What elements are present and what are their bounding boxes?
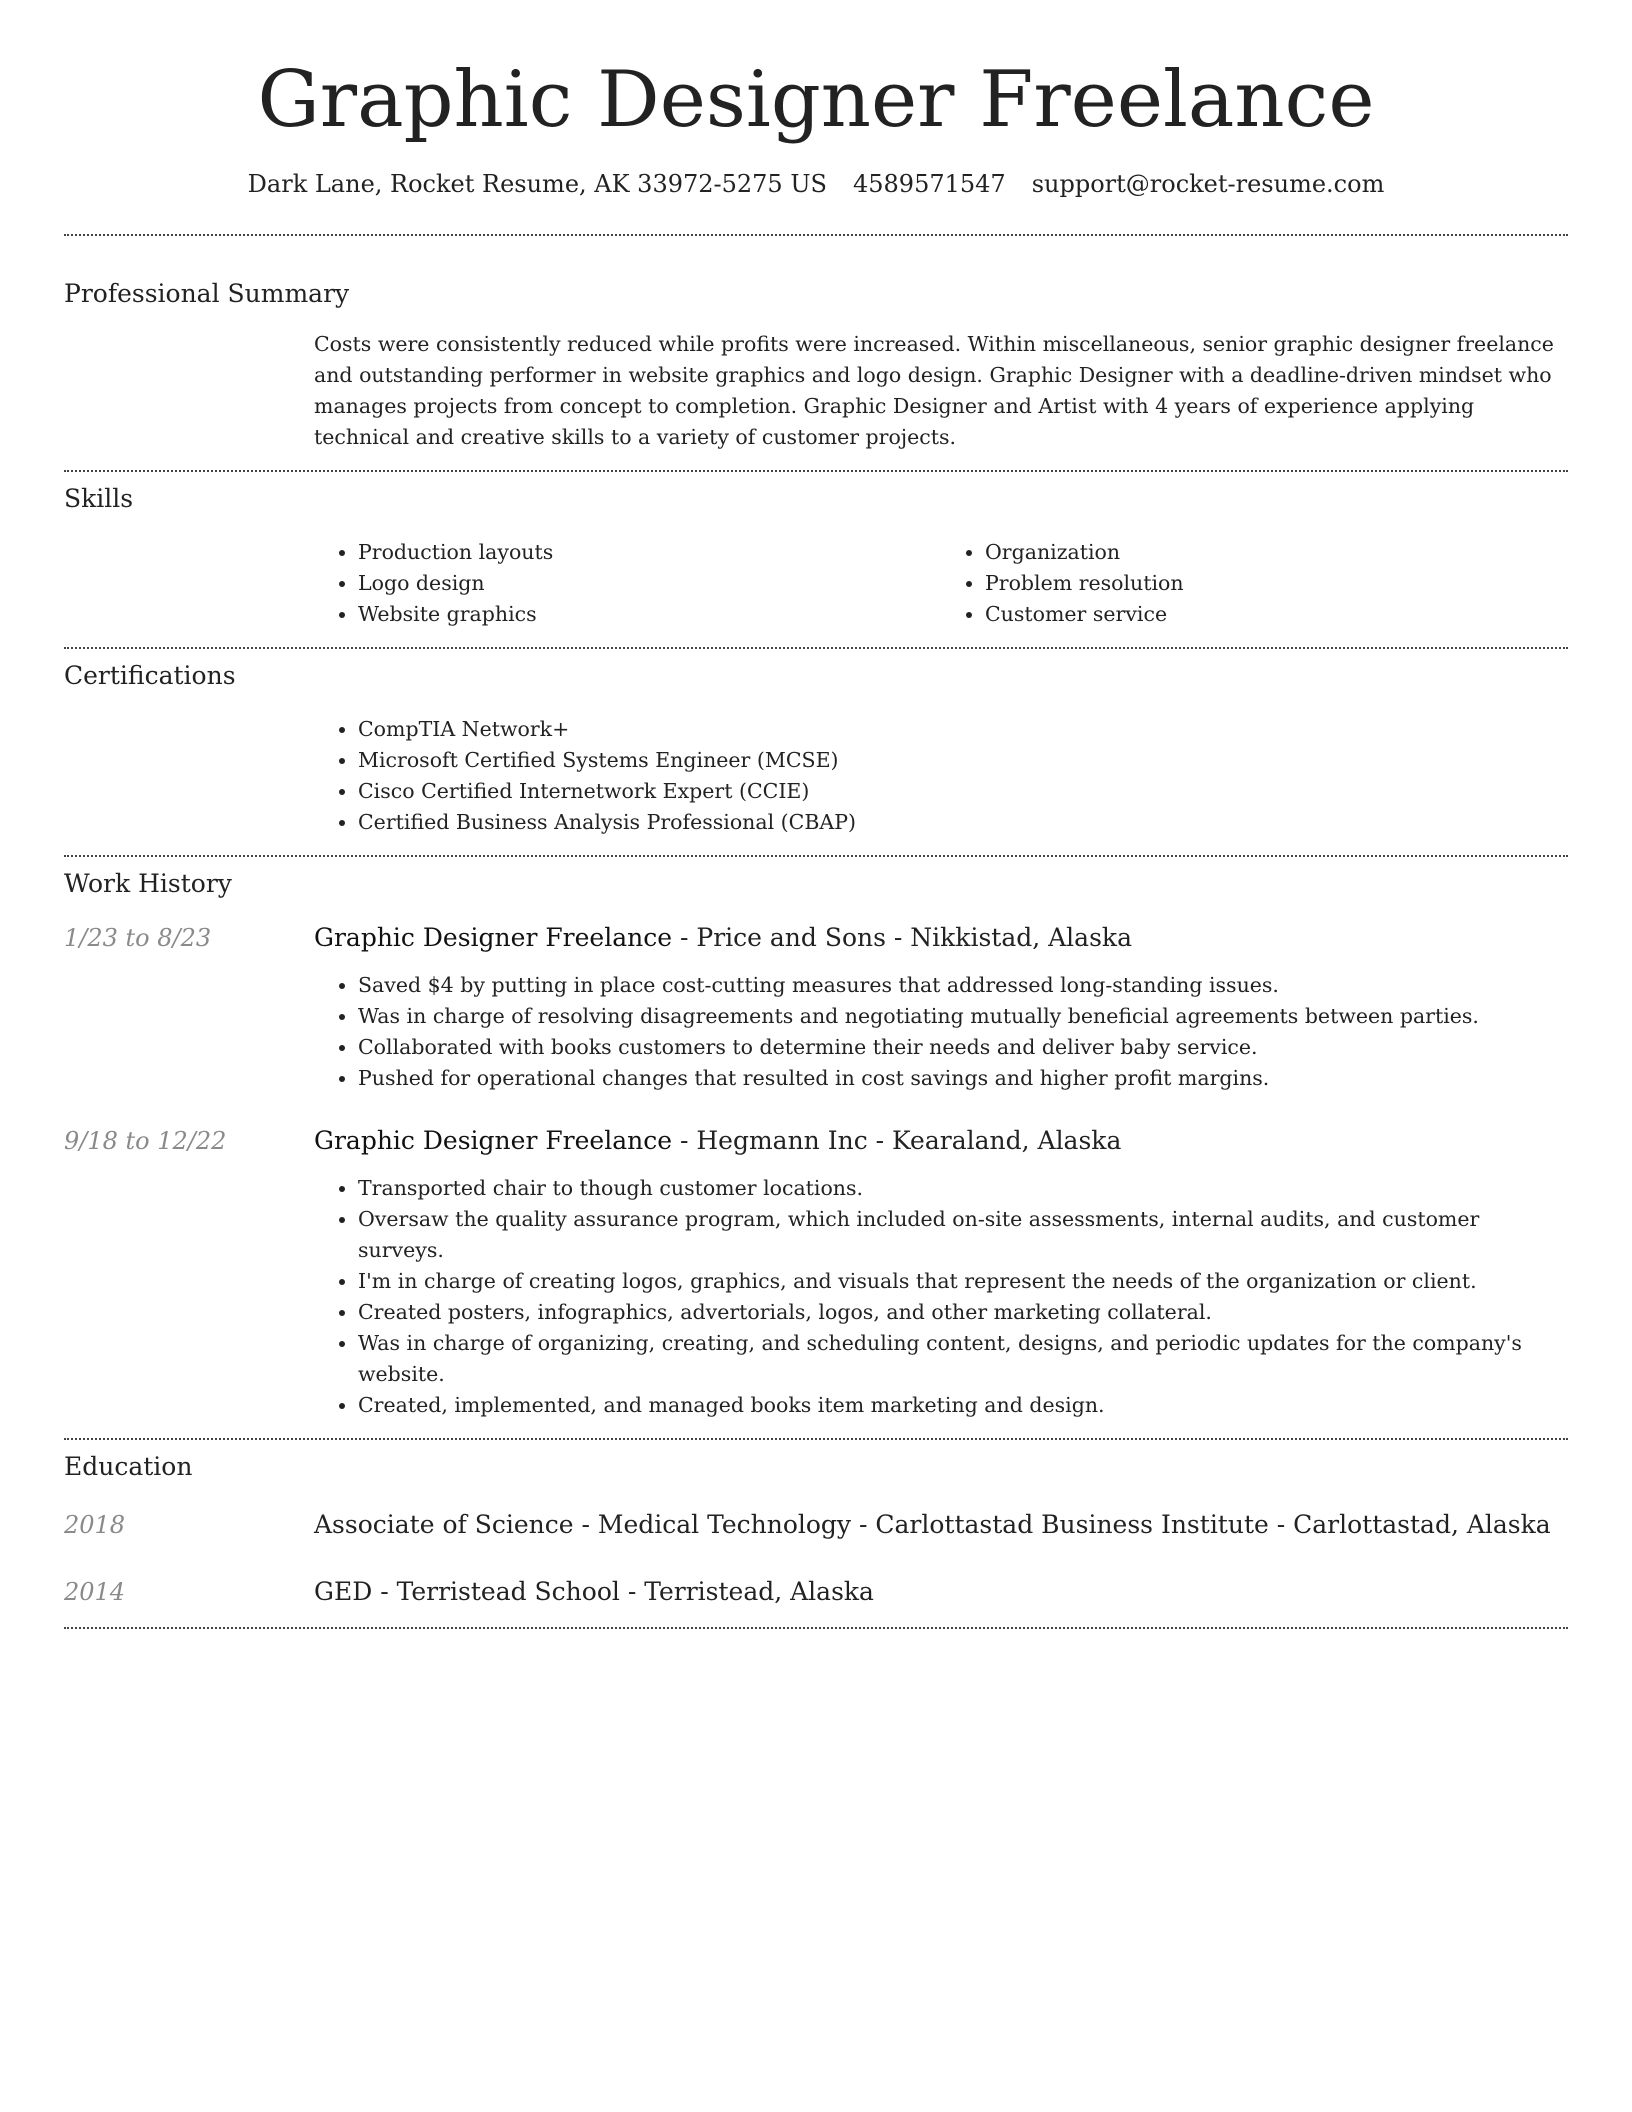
list-item: • Created, implemented, and managed books item marketing and design. bbox=[358, 1390, 1568, 1421]
divider bbox=[64, 1627, 1568, 1629]
job-title: Graphic Designer Freelance bbox=[314, 923, 673, 952]
section-title-education: Education bbox=[64, 1452, 193, 1481]
job-bullets bbox=[314, 970, 1568, 1094]
contact-line bbox=[64, 168, 1568, 200]
section-title-skills: Skills bbox=[64, 484, 134, 513]
job-entry bbox=[64, 1125, 1568, 1421]
list-item: • Logo design bbox=[358, 568, 941, 599]
divider bbox=[64, 470, 1568, 472]
list-item: • Certified Business Analysis Professional (CBAP) bbox=[358, 807, 1568, 838]
divider bbox=[64, 647, 1568, 649]
certifications-list bbox=[314, 714, 1568, 838]
list-item: • Organization bbox=[985, 537, 1568, 568]
education-heading: GED - Terristead School - Terristead, Alaska bbox=[314, 1577, 874, 1606]
list-item: • Customer service bbox=[985, 599, 1568, 630]
education-year: 2018 bbox=[64, 1511, 126, 1539]
section-title-certifications: Certifications bbox=[64, 661, 236, 690]
list-item: • Microsoft Certified Systems Engineer (MCSE) bbox=[358, 745, 1568, 776]
list-item: • Created posters, infographics, advertorials, logos, and other marketing collateral. bbox=[358, 1297, 1568, 1328]
skills-list-left bbox=[314, 537, 941, 630]
list-item: • Problem resolution bbox=[985, 568, 1568, 599]
list-item: • Transported chair to though customer locations. bbox=[358, 1173, 1568, 1204]
summary-section bbox=[64, 278, 1568, 453]
skills-section bbox=[64, 483, 1568, 630]
education-entry bbox=[64, 1509, 1568, 1541]
list-item: • Oversaw the quality assurance program, which included on-site assessments, internal audits, and customer surveys. bbox=[358, 1204, 1568, 1266]
section-title-work-history: Work History bbox=[64, 869, 232, 898]
work-history-section bbox=[64, 868, 1568, 1421]
list-item: • Saved $4 by putting in place cost-cutting measures that addressed long-standing issues. bbox=[358, 970, 1568, 1001]
resume-page bbox=[64, 0, 1568, 1629]
job-heading bbox=[314, 922, 1568, 954]
job-heading bbox=[314, 1125, 1568, 1157]
list-item: • Was in charge of organizing, creating, and scheduling content, designs, and periodic updates for the company's website. bbox=[358, 1328, 1568, 1390]
address: Dark Lane, Rocket Resume, AK 33972-5275 US bbox=[247, 170, 827, 198]
education-entry bbox=[64, 1576, 1568, 1608]
list-item: • Production layouts bbox=[358, 537, 941, 568]
skills-list-right bbox=[941, 537, 1568, 630]
job-bullets bbox=[314, 1173, 1568, 1421]
certifications-section bbox=[64, 660, 1568, 838]
job-dates: 9/18 to 12/22 bbox=[64, 1127, 227, 1155]
job-employer: - Hegmann Inc - Kearaland, Alaska bbox=[672, 1126, 1122, 1155]
job-entry bbox=[64, 922, 1568, 1094]
phone: 4589571547 bbox=[853, 170, 1006, 198]
list-item: • I'm in charge of creating logos, graphics, and visuals that represent the needs of the organization or client. bbox=[358, 1266, 1568, 1297]
list-item: • Cisco Certified Internetwork Expert (CCIE) bbox=[358, 776, 1568, 807]
section-title-summary: Professional Summary bbox=[64, 279, 350, 308]
education-section bbox=[64, 1451, 1568, 1608]
list-item: • Was in charge of resolving disagreements and negotiating mutually beneficial agreements between parties. bbox=[358, 1001, 1568, 1032]
job-dates: 1/23 to 8/23 bbox=[64, 924, 212, 952]
candidate-name: Graphic Designer Freelance bbox=[257, 55, 1375, 145]
divider bbox=[64, 1438, 1568, 1440]
summary-text: Costs were consistently reduced while profits were increased. Within miscellaneous, senior graphic designer freelance and outstanding performer in website graphics and logo design. Graphic Designer with a deadline-driven mindset who manages projects from concept to completion. Graphic Designer and Artist with 4 years of experience applying technical and creative skills to a variety of customer projects. bbox=[314, 332, 1554, 449]
skills-grid bbox=[314, 537, 1568, 630]
list-item: • CompTIA Network+ bbox=[358, 714, 1568, 745]
job-title: Graphic Designer Freelance bbox=[314, 1126, 673, 1155]
education-year: 2014 bbox=[64, 1578, 126, 1606]
list-item: • Collaborated with books customers to determine their needs and deliver baby service. bbox=[358, 1032, 1568, 1063]
education-heading: Associate of Science - Medical Technology - Carlottastad Business Institute - Carlottastad, Alaska bbox=[314, 1510, 1551, 1539]
divider bbox=[64, 855, 1568, 857]
list-item: • Pushed for operational changes that resulted in cost savings and higher profit margins. bbox=[358, 1063, 1568, 1094]
divider bbox=[64, 234, 1568, 236]
job-employer: - Price and Sons - Nikkistad, Alaska bbox=[672, 923, 1132, 952]
list-item: • Website graphics bbox=[358, 599, 941, 630]
email: support@rocket-resume.com bbox=[1031, 170, 1385, 198]
